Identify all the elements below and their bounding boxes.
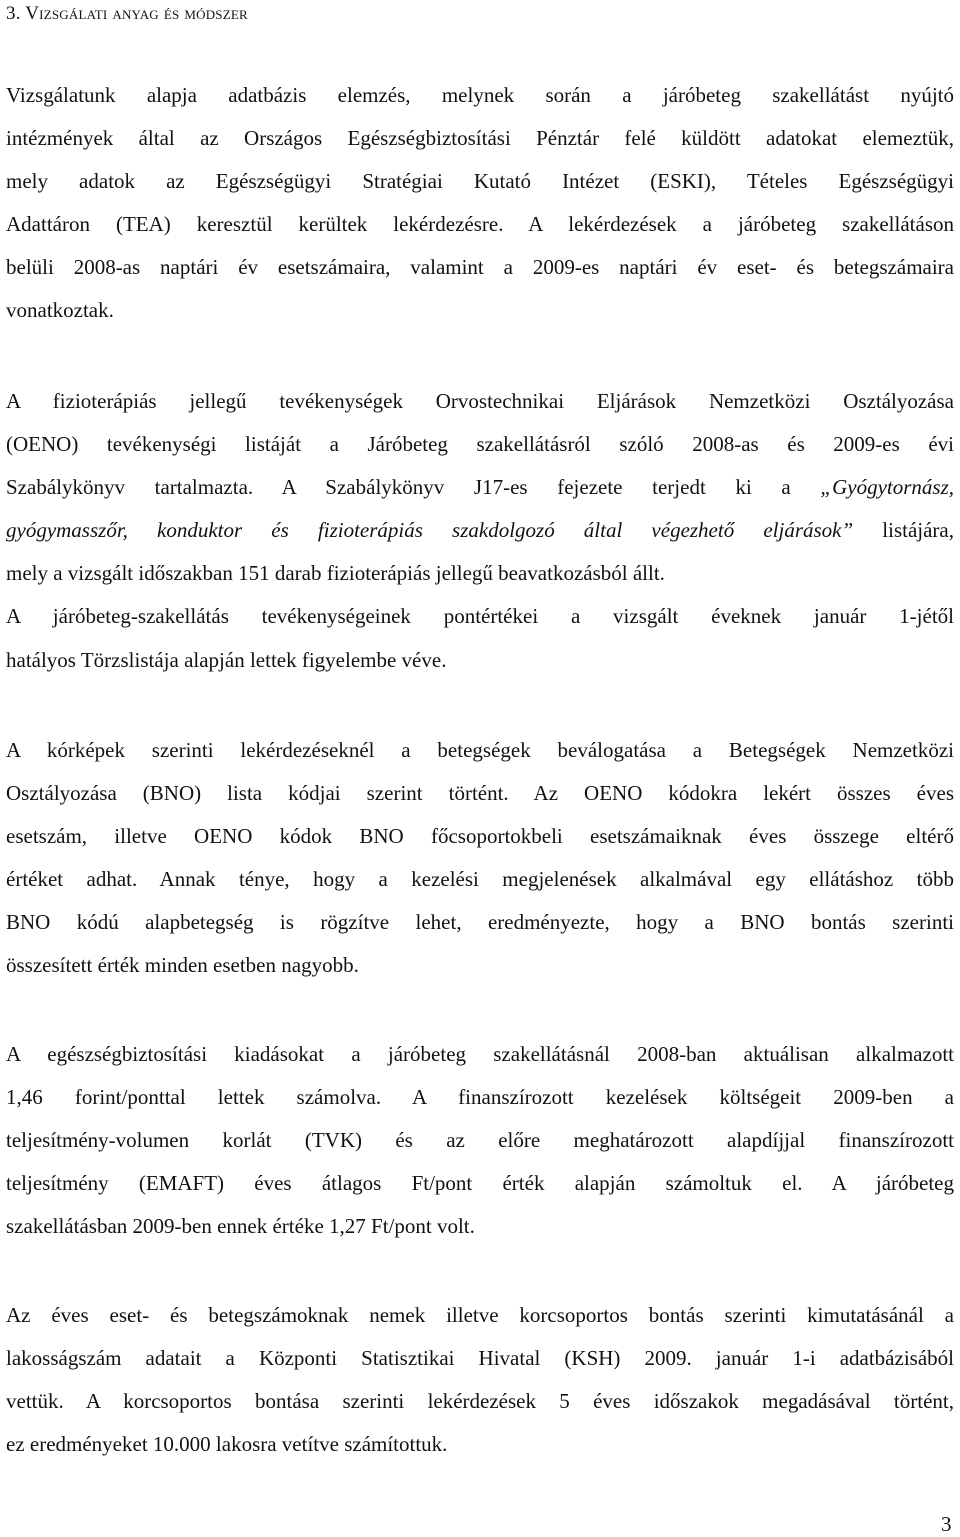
text-line: A egészségbiztosítási kiadásokat a járóbeteg szakellátásnál 2008-ban aktuálisan alkalmazott	[6, 1042, 954, 1066]
text-line: Osztályozása (BNO) lista kódjai szerint történt. Az OENO kódokra lekért összes éves	[6, 781, 954, 806]
text-line: vettük. A korcsoportos bontása szerinti lekérdezések 5 éves időszakok megadásával történt,	[6, 1389, 954, 1414]
text-line: BNO kódú alapbetegség is rögzítve lehet, eredményezte, hogy a BNO bontás szerinti	[6, 910, 954, 935]
paragraph-population	[6, 1294, 954, 1466]
paragraph-data-source	[6, 74, 954, 333]
text-line: vonatkoztak.	[6, 298, 114, 323]
page-number: 3	[941, 1512, 952, 1536]
section-title: Vizsgálati anyag és módszer	[25, 3, 248, 24]
text-line: intézmények által az Országos Egészségbiztosítási Pénztár felé küldött adatokat elemeztük,	[6, 126, 954, 151]
text-line: értéket adhat. Annak ténye, hogy a kezelési megjelenések alkalmával egy ellátáshoz több	[6, 867, 954, 892]
text-line: (OENO) tevékenységi listáját a Járóbeteg szakellátásról szóló 2008-as és 2009-es évi	[6, 432, 954, 457]
text-line: teljesítmény-volumen korlát (TVK) és az előre meghatározott alapdíjjal finanszírozott	[6, 1128, 954, 1153]
text-line: szakellátásban 2009-ben ennek értéke 1,27 Ft/pont volt.	[6, 1214, 475, 1239]
text-line: A járóbeteg-szakellátás tevékenységeinek pontértékei a vizsgált éveknek január 1-jétől	[6, 604, 954, 629]
paragraph-bno-classification	[6, 729, 954, 988]
text-line: Az éves eset- és betegszámoknak nemek illetve korcsoportos bontás szerinti kimutatásánál a	[6, 1303, 954, 1327]
text-line: A fizioterápiás jellegű tevékenységek Orvostechnikai Eljárások Nemzetközi Osztályozása	[6, 389, 954, 413]
text-line: mely adatok az Egészségügyi Stratégiai Kutató Intézet (ESKI), Tételes Egészségügyi	[6, 169, 954, 194]
text-line: 1,46 forint/ponttal lettek számolva. A finanszírozott kezelések költségeit 2009-ben a	[6, 1085, 954, 1110]
text-line: Vizsgálatunk alapja adatbázis elemzés, melynek során a járóbeteg szakellátást nyújtó	[6, 83, 954, 107]
text-line: teljesítmény (EMAFT) éves átlagos Ft/pont érték alapján számoltuk el. A járóbeteg	[6, 1171, 954, 1196]
text-line-mixed	[6, 509, 954, 552]
section-heading	[6, 2, 248, 26]
text-line-mixed	[6, 466, 954, 509]
text-run: Szabálykönyv tartalmazta. A Szabálykönyv J17-es fejezete terjedt ki a	[6, 475, 821, 500]
text-line: mely a vizsgált időszakban 151 darab fizioterápiás jellegű beavatkozásból állt.	[6, 561, 665, 586]
text-line: ez eredményeket 10.000 lakosra vetítve számítottuk.	[6, 1432, 448, 1457]
text-line: A kórképek szerinti lekérdezéseknél a betegségek beválogatása a Betegségek Nemzetközi	[6, 738, 954, 762]
section-number: 3.	[6, 3, 21, 24]
text-line: hatályos Törzslistája alapján lettek figyelembe véve.	[6, 647, 447, 672]
text-line: lakosságszám adatait a Központi Statisztikai Hivatal (KSH) 2009. január 1-i adatbázisából	[6, 1346, 954, 1371]
text-line: esetszám, illetve OENO kódok BNO főcsoportokbeli esetszámaiknak éves összege eltérő	[6, 824, 954, 849]
text-line: Adattáron (TEA) keresztül kerültek lekérdezésre. A lekérdezések a járóbeteg szakellátáson	[6, 212, 954, 237]
text-run: listájára,	[853, 518, 955, 543]
text-line: belüli 2008-as naptári év esetszámaira, valamint a 2009-es naptári év eset- és betegszámaira	[6, 255, 954, 280]
italic-quote-start: „Gyógytornász,	[820, 475, 954, 500]
paragraph-physiotherapy	[6, 380, 954, 682]
italic-quote-end: gyógymasszőr, konduktor és fizioterápiás szakdolgozó által végezhető eljárások”	[6, 518, 854, 543]
text-line: összesített érték minden esetben nagyobb.	[6, 953, 359, 978]
paragraph-expenditures	[6, 1033, 954, 1248]
